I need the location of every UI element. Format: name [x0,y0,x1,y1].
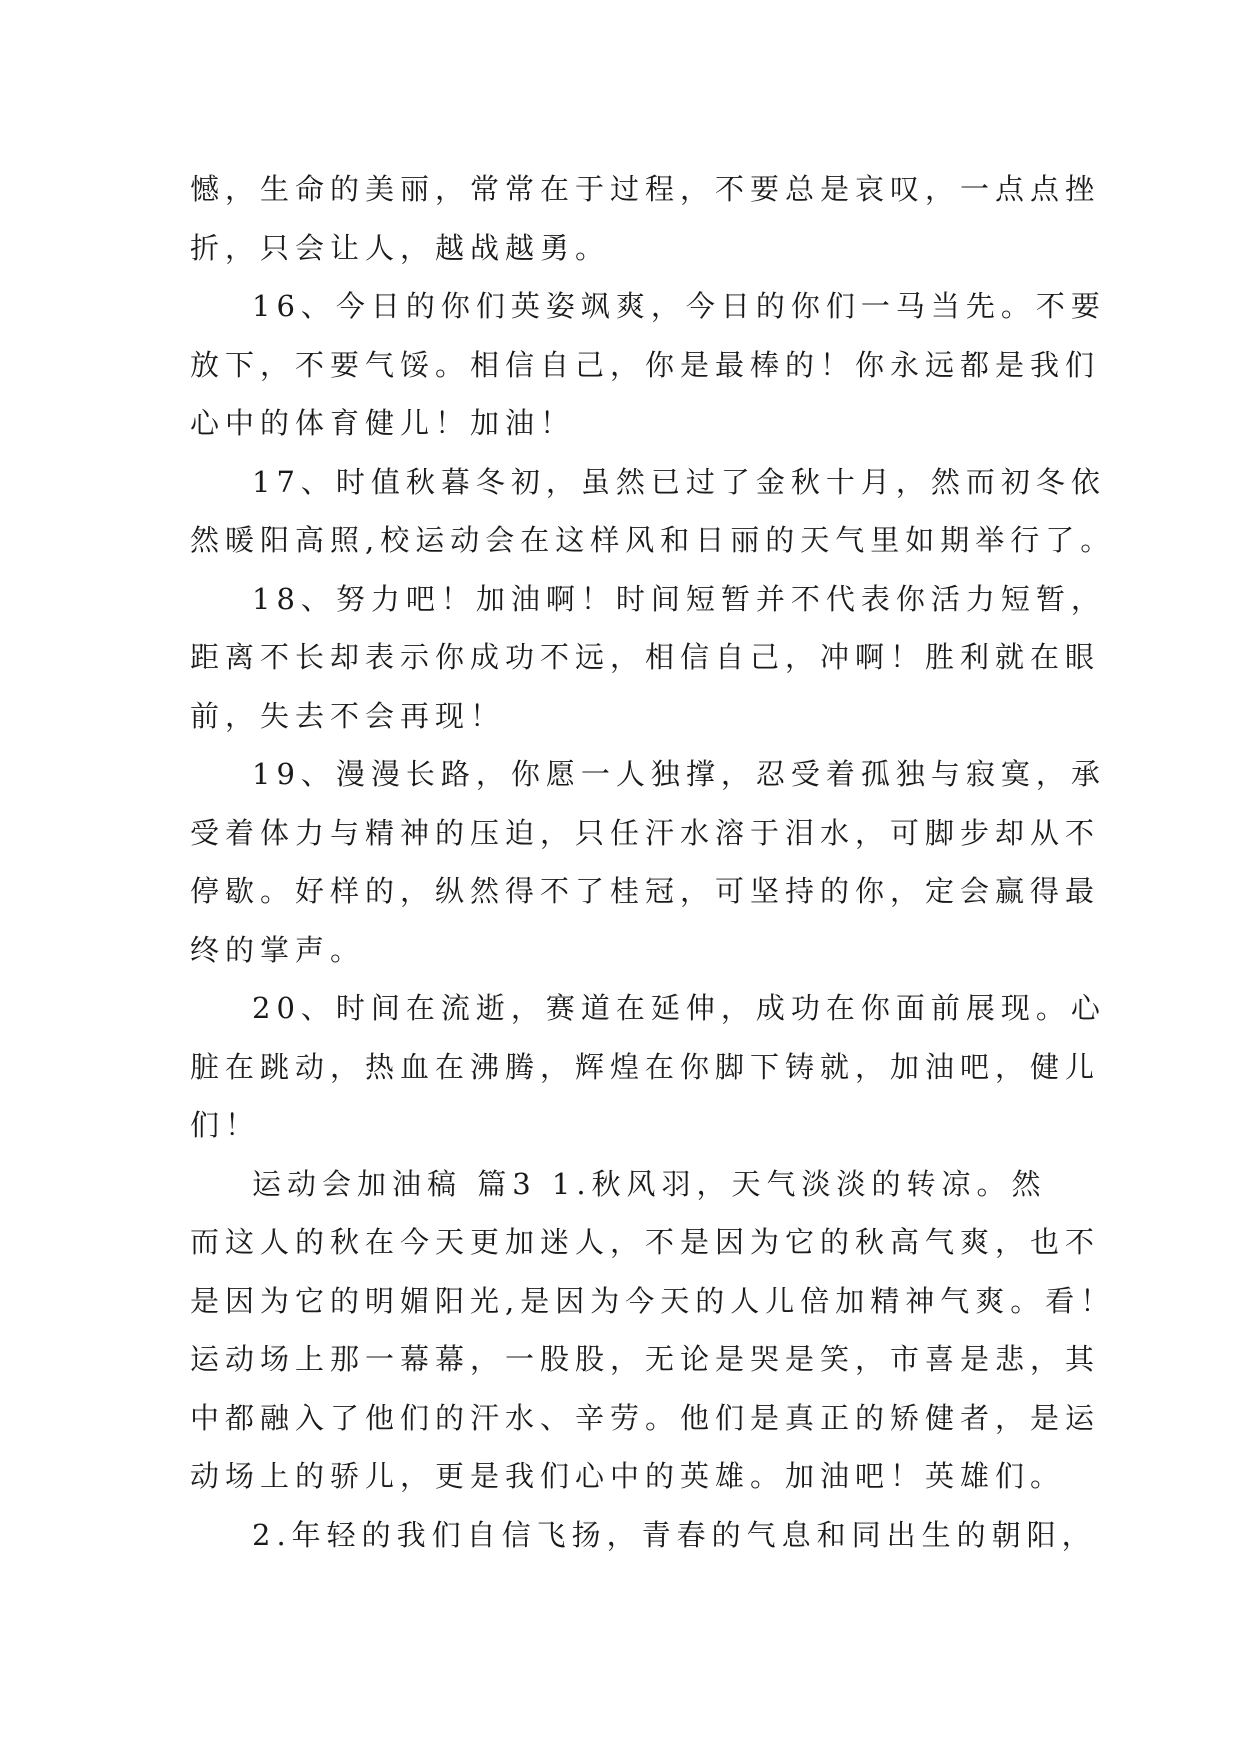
text-line: 中都融入了他们的汗水、辛劳。他们是真正的矫健者，是运 [190,1400,1101,1435]
text-line: 然暖阳高照,校运动会在这样风和日丽的天气里如期举行了。 [190,523,1116,557]
text-line: 憾，生命的美丽，常常在于过程，不要总是哀叹，一点点挫 [190,172,1101,206]
text-line: 脏在跳动，热血在沸腾，辉煌在你脚下铸就，加油吧，健儿 [190,1049,1101,1084]
text-line: 距离不长却表示你成功不远，相信自己，冲啊！胜利就在眼 [190,640,1101,674]
text-line: 放下，不要气馁。相信自己，你是最棒的！你永远都是我们 [190,347,1101,382]
text-line: 运动场上那一幕幕，一股股，无论是哭是笑，市喜是悲，其 [190,1342,1101,1376]
text-line: 前，失去不会再现！ [190,698,506,733]
text-line: 折，只会让人，越战越勇。 [190,230,611,265]
paragraph-18 [190,570,1106,746]
document-page [190,160,1116,1564]
text-line: 心中的体育健儿！加油！ [190,406,576,440]
text-line: 17、时值秋暮冬初，虽然已过了金秋十月，然而初冬依 [252,464,1106,499]
text-line: 动场上的骄儿，更是我们心中的英雄。加油吧！英雄们。 [190,1459,1066,1493]
text-line: 16、今日的你们英姿飒爽，今日的你们一马当先。不要 [252,289,1106,323]
text-line: 终的掌声。 [190,932,366,967]
paragraph-20 [190,979,1106,1155]
text-line: 运动会加油稿 篇3 1.秋风羽，天气淡淡的转凉。然 [252,1166,1047,1201]
text-line: 是因为它的明媚阳光,是因为今天的人儿倍加精神气爽。看！ [190,1283,1116,1318]
text-line: 而这人的秋在今天更加迷人，不是因为它的秋高气爽，也不 [190,1225,1101,1259]
section-3-paragraph-2 [190,1506,1097,1565]
text-line: 20、时间在流逝，赛道在延伸，成功在你面前展现。心 [252,991,1106,1025]
text-line: 受着体力与精神的压迫，只任汗水溶于泪水，可脚步却从不 [190,815,1101,850]
text-line: 停歇。好样的，纵然得不了桂冠，可坚持的你，定会赢得最 [190,874,1101,908]
text-line: 19、漫漫长路，你愿一人独撑，忍受着孤独与寂寞，承 [252,757,1106,791]
paragraph-17 [190,453,1116,570]
section-3-paragraph-1 [190,1155,1116,1506]
paragraph-15-end [190,160,1101,277]
paragraph-16 [190,277,1106,453]
text-line: 18、努力吧！加油啊！时间短暂并不代表你活力短暂， [252,581,1106,616]
paragraph-19 [190,745,1106,979]
text-line: 们！ [190,1108,261,1142]
text-line: 2.年轻的我们自信飞扬，青春的气息和同出生的朝阳， [252,1517,1097,1552]
